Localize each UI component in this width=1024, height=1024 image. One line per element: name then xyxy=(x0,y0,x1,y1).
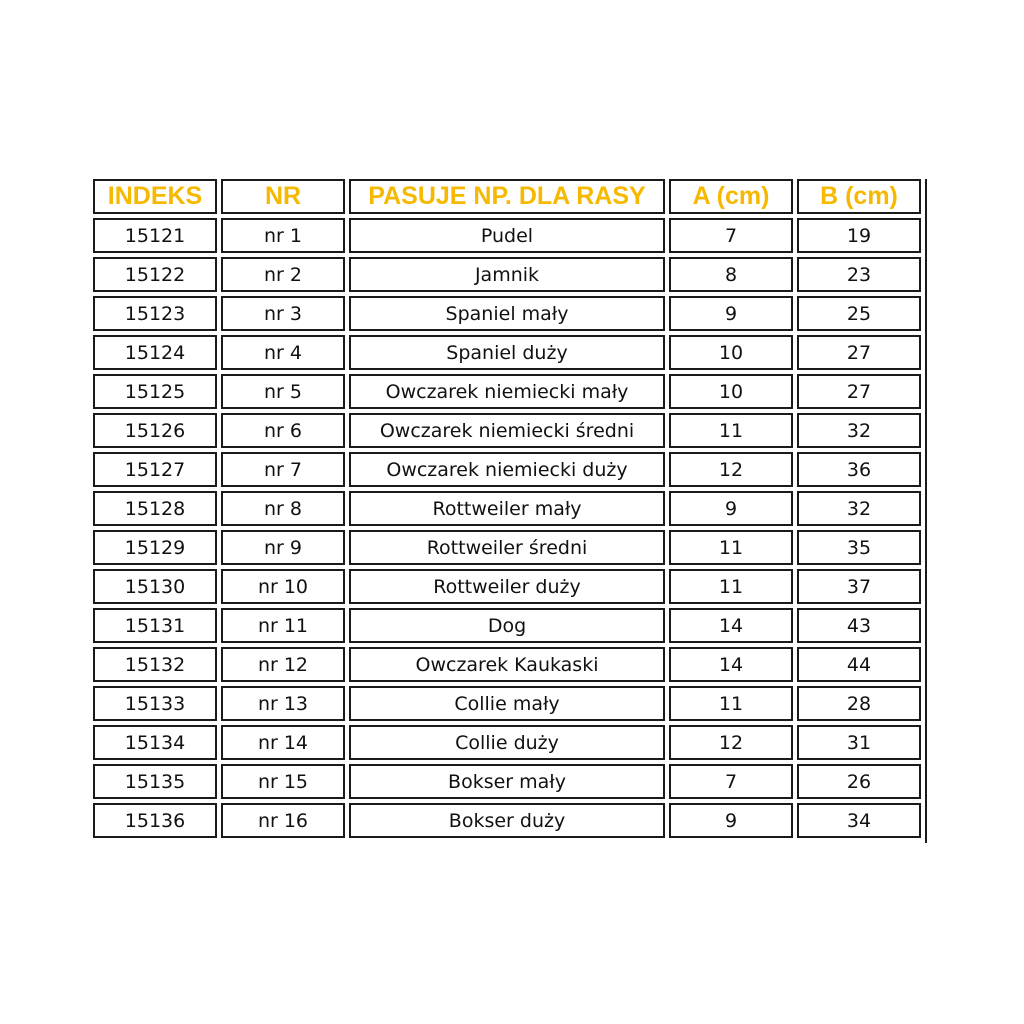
cell-rasa: Pudel xyxy=(349,218,665,253)
cell-a: 7 xyxy=(669,218,793,253)
cell-b: 44 xyxy=(797,647,921,682)
table-row xyxy=(93,530,921,565)
cell-a: 14 xyxy=(669,647,793,682)
cell-rasa: Owczarek niemiecki średni xyxy=(349,413,665,448)
cell-indeks: 15127 xyxy=(93,452,217,487)
cell-indeks: 15132 xyxy=(93,647,217,682)
cell-a: 11 xyxy=(669,686,793,721)
cell-a: 9 xyxy=(669,803,793,838)
cell-b: 26 xyxy=(797,764,921,799)
cell-nr: nr 9 xyxy=(221,530,345,565)
table-row xyxy=(93,569,921,604)
cell-b: 32 xyxy=(797,491,921,526)
table-row xyxy=(93,608,921,643)
cell-indeks: 15121 xyxy=(93,218,217,253)
cell-b: 27 xyxy=(797,374,921,409)
cell-b: 27 xyxy=(797,335,921,370)
cell-indeks: 15133 xyxy=(93,686,217,721)
header-nr: NR xyxy=(221,179,345,214)
table-row xyxy=(93,413,921,448)
cell-nr: nr 12 xyxy=(221,647,345,682)
cell-b: 19 xyxy=(797,218,921,253)
header-b: B (cm) xyxy=(797,179,921,214)
cell-b: 25 xyxy=(797,296,921,331)
cell-b: 31 xyxy=(797,725,921,760)
cell-a: 11 xyxy=(669,569,793,604)
cell-b: 35 xyxy=(797,530,921,565)
cell-indeks: 15134 xyxy=(93,725,217,760)
cell-a: 11 xyxy=(669,530,793,565)
cell-nr: nr 15 xyxy=(221,764,345,799)
cell-a: 14 xyxy=(669,608,793,643)
cell-indeks: 15125 xyxy=(93,374,217,409)
cell-a: 8 xyxy=(669,257,793,292)
cell-a: 12 xyxy=(669,452,793,487)
cell-nr: nr 11 xyxy=(221,608,345,643)
header-row xyxy=(93,179,921,214)
cell-b: 34 xyxy=(797,803,921,838)
cell-indeks: 15128 xyxy=(93,491,217,526)
cell-indeks: 15123 xyxy=(93,296,217,331)
cell-a: 9 xyxy=(669,491,793,526)
cell-rasa: Collie mały xyxy=(349,686,665,721)
cell-indeks: 15131 xyxy=(93,608,217,643)
cell-nr: nr 13 xyxy=(221,686,345,721)
cell-b: 28 xyxy=(797,686,921,721)
cell-rasa: Spaniel mały xyxy=(349,296,665,331)
cell-rasa: Jamnik xyxy=(349,257,665,292)
cell-indeks: 15129 xyxy=(93,530,217,565)
cell-nr: nr 5 xyxy=(221,374,345,409)
cell-rasa: Rottweiler mały xyxy=(349,491,665,526)
cell-nr: nr 14 xyxy=(221,725,345,760)
table-row xyxy=(93,335,921,370)
cell-rasa: Collie duży xyxy=(349,725,665,760)
cell-nr: nr 10 xyxy=(221,569,345,604)
cell-nr: nr 1 xyxy=(221,218,345,253)
table-row xyxy=(93,296,921,331)
header-a: A (cm) xyxy=(669,179,793,214)
cell-b: 37 xyxy=(797,569,921,604)
table-row xyxy=(93,803,921,838)
cell-a: 10 xyxy=(669,335,793,370)
cell-indeks: 15136 xyxy=(93,803,217,838)
header-indeks: INDEKS xyxy=(93,179,217,214)
cell-rasa: Owczarek niemiecki mały xyxy=(349,374,665,409)
table-row xyxy=(93,647,921,682)
cell-nr: nr 2 xyxy=(221,257,345,292)
table-row xyxy=(93,764,921,799)
table-row xyxy=(93,491,921,526)
cell-indeks: 15135 xyxy=(93,764,217,799)
cell-rasa: Rottweiler duży xyxy=(349,569,665,604)
cell-indeks: 15130 xyxy=(93,569,217,604)
size-table xyxy=(89,175,925,842)
cell-nr: nr 3 xyxy=(221,296,345,331)
cell-nr: nr 16 xyxy=(221,803,345,838)
table-row xyxy=(93,257,921,292)
cell-nr: nr 4 xyxy=(221,335,345,370)
table-row xyxy=(93,218,921,253)
cell-indeks: 15126 xyxy=(93,413,217,448)
cell-rasa: Owczarek niemiecki duży xyxy=(349,452,665,487)
cell-indeks: 15122 xyxy=(93,257,217,292)
cell-a: 11 xyxy=(669,413,793,448)
cell-b: 36 xyxy=(797,452,921,487)
cell-a: 9 xyxy=(669,296,793,331)
cell-rasa: Spaniel duży xyxy=(349,335,665,370)
cell-rasa: Bokser mały xyxy=(349,764,665,799)
cell-a: 12 xyxy=(669,725,793,760)
cell-b: 32 xyxy=(797,413,921,448)
table-row xyxy=(93,374,921,409)
cell-nr: nr 7 xyxy=(221,452,345,487)
cell-b: 23 xyxy=(797,257,921,292)
table-body xyxy=(93,218,921,838)
table-row xyxy=(93,686,921,721)
cell-rasa: Owczarek Kaukaski xyxy=(349,647,665,682)
cell-b: 43 xyxy=(797,608,921,643)
cell-indeks: 15124 xyxy=(93,335,217,370)
cell-nr: nr 6 xyxy=(221,413,345,448)
cell-a: 10 xyxy=(669,374,793,409)
cell-rasa: Bokser duży xyxy=(349,803,665,838)
cell-rasa: Dog xyxy=(349,608,665,643)
header-rasa: PASUJE NP. DLA RASY xyxy=(349,179,665,214)
table-row xyxy=(93,452,921,487)
table-right-edge xyxy=(925,179,927,843)
cell-nr: nr 8 xyxy=(221,491,345,526)
table-row xyxy=(93,725,921,760)
cell-rasa: Rottweiler średni xyxy=(349,530,665,565)
cell-a: 7 xyxy=(669,764,793,799)
